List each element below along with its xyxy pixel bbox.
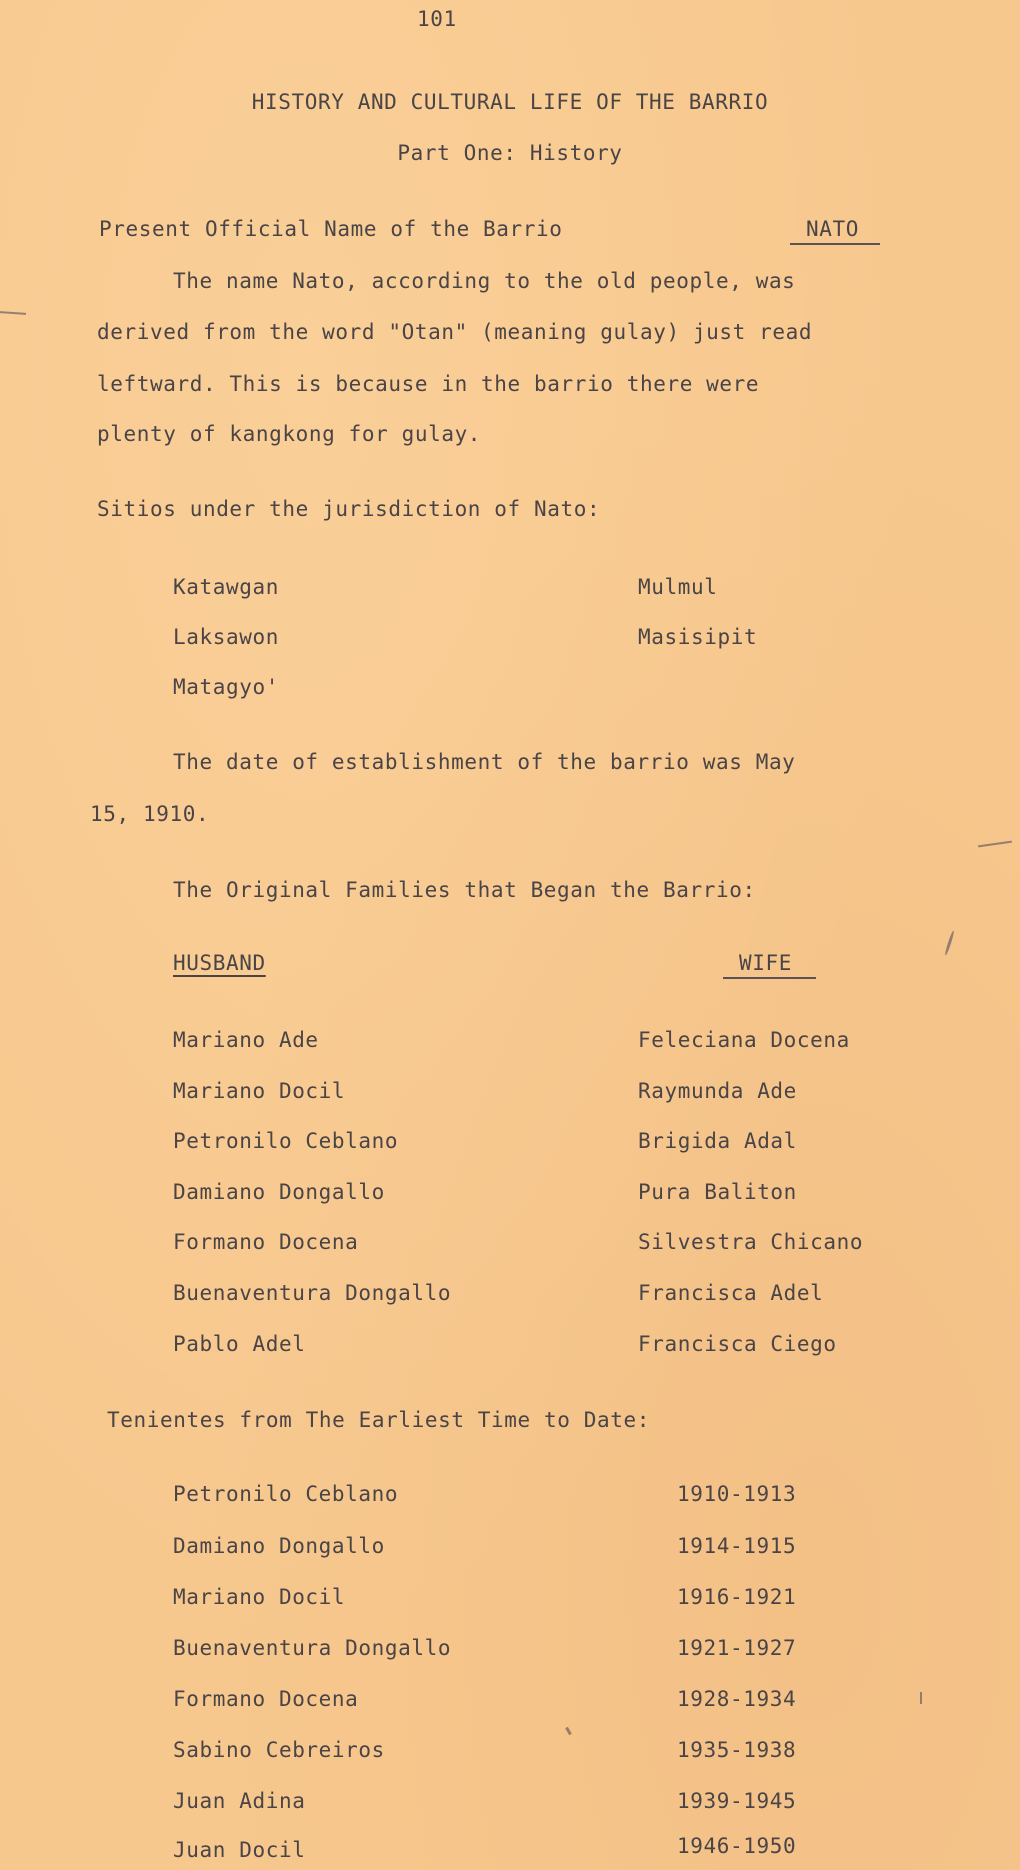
official-name-value: NATO (806, 217, 859, 241)
husband-name: Mariano Ade (173, 1028, 319, 1052)
husband-name: Buenaventura Dongallo (173, 1281, 452, 1305)
sitio-item: Katawgan (173, 575, 279, 599)
husband-name: Damiano Dongallo (173, 1180, 385, 1204)
origin-line-1: The name Nato, according to the old people, was (173, 269, 796, 293)
families-heading: The Original Families that Began the Barrio: (173, 878, 756, 902)
origin-line-3: leftward. This is because in the barrio there were (97, 372, 760, 396)
wife-column-header: WIFE (739, 951, 792, 975)
teniente-years: 1928-1934 (677, 1687, 797, 1711)
teniente-name: Juan Docil (173, 1838, 306, 1862)
teniente-name: Juan Adina (173, 1789, 306, 1813)
document-title: HISTORY AND CULTURAL LIFE OF THE BARRIO (251, 90, 769, 114)
establishment-line-1: The date of establishment of the barrio was May (173, 750, 796, 774)
document-subtitle: Part One: History (397, 141, 623, 165)
sitio-item: Laksawon (173, 625, 279, 649)
teniente-name: Formano Docena (173, 1687, 359, 1711)
wife-name: Feleciana Docena (638, 1028, 850, 1052)
wife-name: Brigida Adal (638, 1129, 797, 1153)
tenientes-heading: Tenientes from The Earliest Time to Date: (107, 1408, 650, 1432)
establishment-line-2: 15, 1910. (90, 802, 210, 826)
teniente-name: Buenaventura Dongallo (173, 1636, 452, 1660)
wife-name: Silvestra Chicano (638, 1230, 864, 1254)
husband-name: Pablo Adel (173, 1332, 306, 1356)
teniente-years: 1935-1938 (677, 1738, 797, 1762)
sitio-item: Mulmul (638, 575, 718, 599)
official-name-underline (790, 243, 880, 245)
teniente-name: Sabino Cebreiros (173, 1738, 385, 1762)
teniente-years: 1921-1927 (677, 1636, 797, 1660)
teniente-name: Damiano Dongallo (173, 1534, 385, 1558)
teniente-years: 1946-1950 (677, 1834, 797, 1858)
teniente-name: Petronilo Ceblano (173, 1482, 399, 1506)
margin-mark (565, 1727, 572, 1735)
wife-name: Francisca Ciego (638, 1332, 837, 1356)
teniente-years: 1939-1945 (677, 1789, 797, 1813)
husband-name: Mariano Docil (173, 1079, 346, 1103)
wife-header-underline (723, 977, 816, 979)
origin-line-4: plenty of kangkong for gulay. (97, 422, 482, 446)
margin-mark (944, 930, 955, 956)
teniente-years: 1916-1921 (677, 1585, 797, 1609)
teniente-years: 1914-1915 (677, 1534, 797, 1558)
official-name-label: Present Official Name of the Barrio (99, 217, 563, 241)
wife-name: Raymunda Ade (638, 1079, 797, 1103)
teniente-name: Mariano Docil (173, 1585, 346, 1609)
margin-mark (920, 1692, 922, 1704)
page-number: 101 (417, 7, 457, 31)
origin-line-2: derived from the word "Otan" (meaning gulay) just read (97, 320, 813, 344)
wife-name: Francisca Adel (638, 1281, 824, 1305)
wife-name: Pura Baliton (638, 1180, 797, 1204)
husband-name: Petronilo Ceblano (173, 1129, 399, 1153)
husband-column-header: HUSBAND (173, 951, 266, 975)
sitio-item: Masisipit (638, 625, 758, 649)
teniente-years: 1910-1913 (677, 1482, 797, 1506)
sitios-heading: Sitios under the jurisdiction of Nato: (97, 497, 601, 521)
margin-mark (0, 311, 26, 315)
margin-mark (978, 841, 1012, 848)
husband-name: Formano Docena (173, 1230, 359, 1254)
sitio-item: Matagyo' (173, 675, 279, 699)
